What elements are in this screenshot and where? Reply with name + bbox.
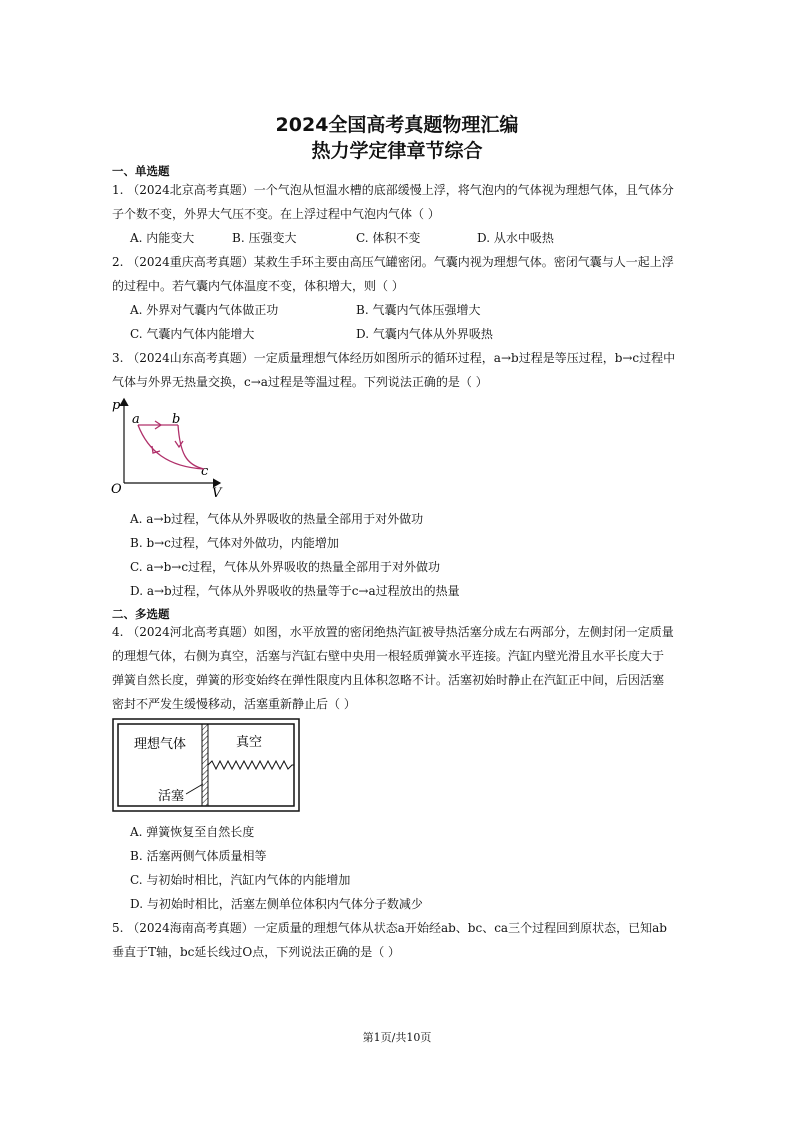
q4-stem-line3: 弹簧自然长度，弹簧的形变始终在弹性限度内且体积忽略不计。活塞初始时静止在汽缸正中间，后因活塞 xyxy=(112,673,665,687)
q2-option-b[interactable]: B. 气囊内气体压强增大 xyxy=(356,303,481,317)
q3-stem-line2: 气体与外界无热量交换，c→a过程是等温过程。下列说法正确的是（ ） xyxy=(112,375,488,389)
q1-option-a[interactable]: A. 内能变大 xyxy=(130,231,195,245)
vacuum-label: 真空 xyxy=(236,735,263,750)
q3-option-a[interactable]: A. a→b过程，气体从外界吸收的热量全部用于对外做功 xyxy=(130,512,424,526)
q3-pv-diagram xyxy=(108,393,228,501)
q4-stem-line2: 的理想气体，右侧为真空，活塞与汽缸右壁中央用一根轻质弹簧水平连接。汽缸内壁光滑且水平长度大于 xyxy=(112,649,665,663)
process-bc xyxy=(178,425,204,469)
point-c-label: c xyxy=(201,464,209,479)
process-ca xyxy=(138,425,204,469)
q3-option-b[interactable]: B. b→c过程，气体对外做功，内能增加 xyxy=(130,536,339,550)
point-a-label: a xyxy=(132,412,140,427)
v-axis-label: V xyxy=(212,486,222,501)
q5-stem-line2: 垂直于T轴，bc延长线过O点，下列说法正确的是（ ） xyxy=(112,945,401,959)
q5-stem-line1: 5. （2024海南高考真题）一定质量的理想气体从状态a开始经ab、bc、ca三个过程回到原状态，已知ab xyxy=(112,921,667,935)
p-axis-label: p xyxy=(112,398,121,413)
piston-label: 活塞 xyxy=(158,789,185,804)
page-footer: 第1页/共10页 xyxy=(362,1031,432,1044)
q4-option-d[interactable]: D. 与初始时相比，活塞左侧单位体积内气体分子数减少 xyxy=(130,897,423,911)
page-title: 2024全国高考真题物理汇编 xyxy=(275,114,519,136)
q1-option-d[interactable]: D. 从水中吸热 xyxy=(477,231,554,245)
section-multi-choice: 二、多选题 xyxy=(112,607,170,621)
q1-stem-line2: 子个数不变，外界大气压不变。在上浮过程中气泡内气体（ ） xyxy=(112,207,440,221)
q1-stem-line1: 1. （2024北京高考真题）一个气泡从恒温水槽的底部缓慢上浮，将气泡内的气体视为理想气体，且气体分 xyxy=(112,183,674,197)
q3-stem-line1: 3. （2024山东高考真题）一定质量理想气体经历如图所示的循环过程，a→b过程是等压过程，b→c过程中 xyxy=(112,351,676,365)
q4-option-a[interactable]: A. 弹簧恢复至自然长度 xyxy=(130,825,255,839)
q4-option-c[interactable]: C. 与初始时相比，汽缸内气体的内能增加 xyxy=(130,873,351,887)
q4-stem-line4: 密封不严发生缓慢移动，活塞重新静止后（ ） xyxy=(112,697,356,711)
q3-option-d[interactable]: D. a→b过程，气体从外界吸收的热量等于c→a过程放出的热量 xyxy=(130,584,460,598)
q4-option-b[interactable]: B. 活塞两侧气体质量相等 xyxy=(130,849,267,863)
gas-label: 理想气体 xyxy=(134,737,187,752)
piston-leader-line xyxy=(186,784,203,794)
q1-option-c[interactable]: C. 体积不变 xyxy=(356,231,421,245)
q1-option-b[interactable]: B. 压强变大 xyxy=(232,231,297,245)
q2-option-c[interactable]: C. 气囊内气体内能增大 xyxy=(130,327,255,341)
q4-stem-line1: 4. （2024河北高考真题）如图，水平放置的密闭绝热汽缸被导热活塞分成左右两部分，左侧封闭一定质量 xyxy=(112,625,674,639)
q4-cylinder-diagram xyxy=(112,718,302,814)
q2-option-a[interactable]: A. 外界对气囊内气体做正功 xyxy=(130,303,279,317)
section-single-choice: 一、单选题 xyxy=(112,164,170,178)
piston xyxy=(202,724,208,806)
spring xyxy=(208,761,294,769)
q2-stem-line1: 2. （2024重庆高考真题）某救生手环主要由高压气罐密闭。气囊内视为理想气体。密闭气囊与人一起上浮 xyxy=(112,255,674,269)
origin-label: O xyxy=(111,482,122,497)
q2-option-d[interactable]: D. 气囊内气体从外界吸热 xyxy=(356,327,493,341)
q3-option-c[interactable]: C. a→b→c过程，气体从外界吸收的热量全部用于对外做功 xyxy=(130,560,441,574)
page-subtitle: 热力学定律章节综合 xyxy=(311,140,483,162)
point-b-label: b xyxy=(172,412,181,427)
q2-stem-line2: 的过程中。若气囊内气体温度不变，体积增大，则（ ） xyxy=(112,279,404,293)
